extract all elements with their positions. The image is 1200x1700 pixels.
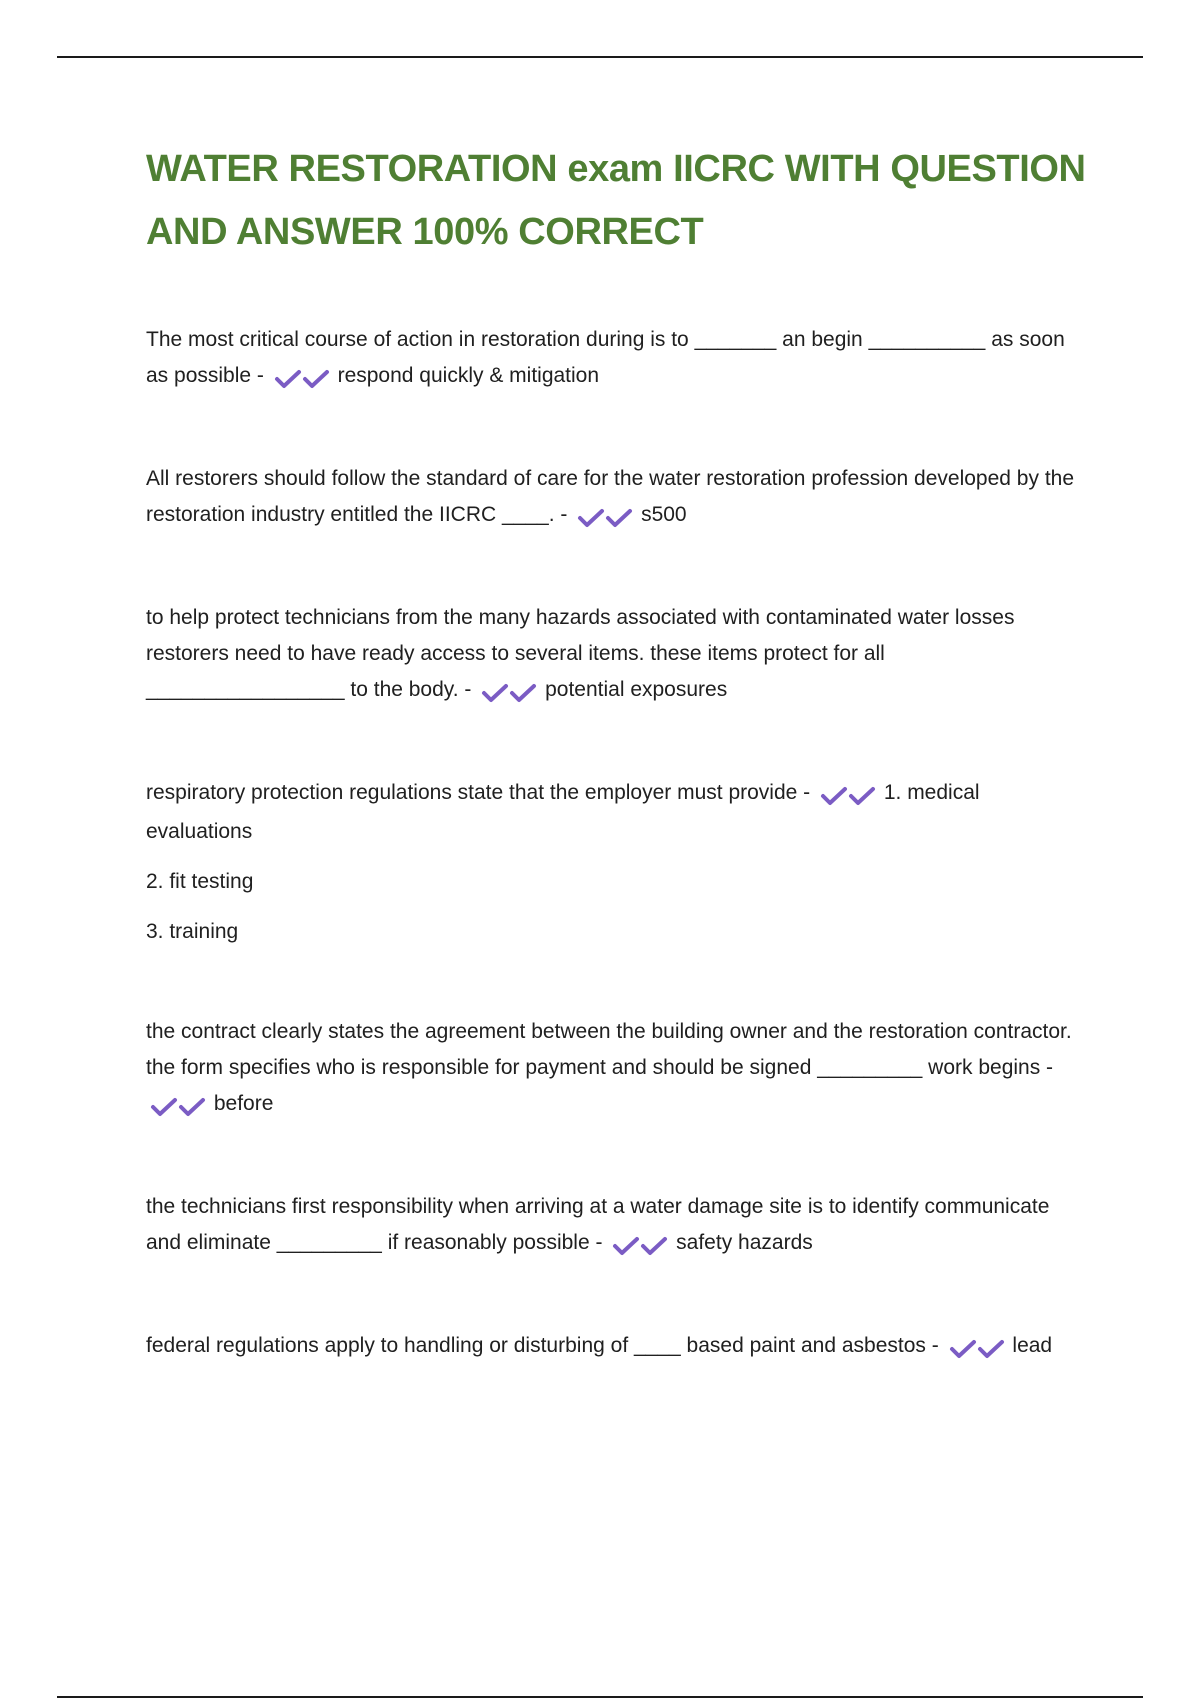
checkmark-icon: [178, 1097, 206, 1117]
document-title: WATER RESTORATION exam IICRC WITH QUESTION AND ANSWER 100% CORRECT: [146, 148, 1086, 253]
double-check-mark: [481, 675, 537, 711]
qa-line: [146, 1328, 1086, 1367]
qa-item: [146, 461, 1086, 536]
qa-item: [146, 1014, 1086, 1125]
question-text: respiratory protection regulations state that the employer must provide -: [146, 781, 811, 804]
qa-line: [146, 461, 1086, 536]
double-check-mark: [150, 1089, 206, 1125]
question-text: the technicians first responsibility when arriving at a water damage site is to identify communicate and eliminate _________ if reasonably possible -: [146, 1195, 1050, 1254]
qa-line: [146, 600, 1086, 711]
answer-text: potential exposures: [545, 678, 728, 701]
checkmark-icon: [274, 369, 302, 389]
question-text: to help protect technicians from the many hazards associated with contaminated water losses restorers need to have ready access to several items. these items protect for all _________________ to the body. -: [146, 606, 1015, 701]
top-rule: [57, 56, 1143, 58]
question-text: The most critical course of action in restoration during is to _______ an begin __________ as soon as possible -: [146, 328, 1065, 387]
document-body: [146, 138, 1086, 1431]
question-text: federal regulations apply to handling or disturbing of ____ based paint and asbestos -: [146, 1334, 939, 1357]
qa-item: [146, 1328, 1086, 1367]
checkmark-icon: [605, 508, 633, 528]
checkmark-icon: [612, 1236, 640, 1256]
checkmark-icon: [577, 508, 605, 528]
answer-list-item: 2. fit testing: [146, 870, 254, 893]
qa-item: [146, 600, 1086, 711]
question-text: the contract clearly states the agreement between the building owner and the restoration contractor. the form specifies who is responsible for payment and should be signed _________ work begins -: [146, 1020, 1072, 1079]
checkmark-icon: [820, 786, 848, 806]
double-check-mark: [949, 1331, 1005, 1367]
double-check-mark: [612, 1228, 668, 1264]
answer-text: safety hazards: [676, 1231, 813, 1254]
checkmark-icon: [509, 683, 537, 703]
answer-text: respond quickly & mitigation: [337, 364, 600, 387]
checkmark-icon: [977, 1339, 1005, 1359]
qa-item: [146, 775, 1086, 950]
checkmark-icon: [481, 683, 509, 703]
qa-line: [146, 775, 1086, 850]
bottom-rule: [57, 1696, 1143, 1698]
answer-text: before: [213, 1092, 274, 1115]
checkmark-icon: [302, 369, 330, 389]
checkmark-icon: [640, 1236, 668, 1256]
answer-text: 1. medical evaluations: [146, 781, 980, 843]
answer-text: lead: [1012, 1334, 1053, 1357]
qa-item: [146, 322, 1086, 397]
qa-line: [146, 1189, 1086, 1264]
qa-line: [146, 322, 1086, 397]
checkmark-icon: [848, 786, 876, 806]
double-check-mark: [577, 500, 633, 536]
qa-line: [146, 1014, 1086, 1125]
double-check-mark: [274, 361, 330, 397]
double-check-mark: [820, 778, 876, 814]
qa-item: [146, 1189, 1086, 1264]
answer-text: s500: [641, 503, 687, 526]
answer-list-item: 3. training: [146, 920, 239, 943]
checkmark-icon: [949, 1339, 977, 1359]
question-text: All restorers should follow the standard of care for the water restoration profession developed by the restoration industry entitled the IICRC ____. -: [146, 467, 1075, 526]
checkmark-icon: [150, 1097, 178, 1117]
